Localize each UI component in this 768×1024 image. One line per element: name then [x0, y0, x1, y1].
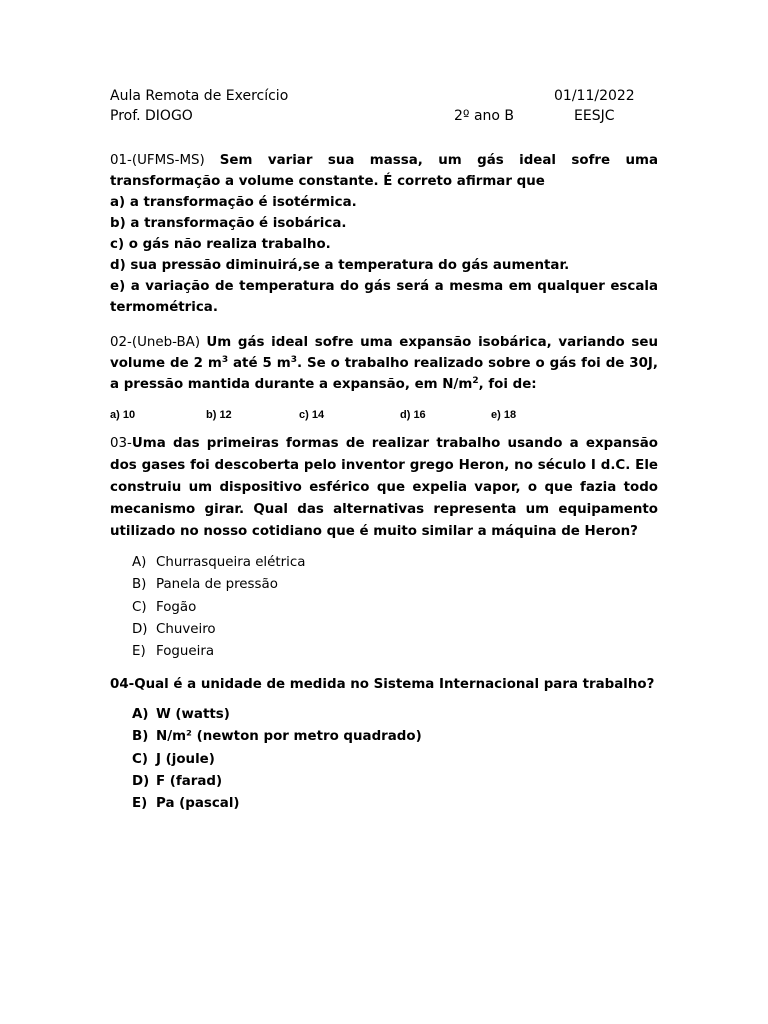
question-3-option-d [132, 619, 305, 641]
option-letter: C) [132, 599, 147, 615]
option-letter: E) [132, 644, 146, 660]
superscript-3: 3 [221, 355, 229, 365]
question-4-option-d [132, 771, 422, 793]
option-text: Fogão [156, 599, 197, 615]
question-2-text-part-d: , foi de: [478, 377, 537, 392]
option-text: N/m² (newton por metro quadrado) [156, 729, 422, 745]
document-date: 01/11/2022 [554, 88, 635, 104]
option-text: Churrasqueira elétrica [156, 555, 306, 570]
question-1-option-b: b) a transformação é isobárica. [110, 216, 347, 231]
question-3-option-b [132, 574, 305, 596]
question-1-option-a: a) a transformação é isotérmica. [110, 195, 357, 210]
question-1-option-d: d) sua pressão diminuirá,se a temperatura do gás aumentar. [110, 258, 570, 273]
option-text: F (farad) [156, 773, 223, 789]
question-1-option-c: c) o gás não realiza trabalho. [110, 237, 331, 252]
question-2-option-d: d) 16 [400, 409, 426, 421]
question-1-option-e: e) a variação de temperatura do gás será a mesma em qualquer escala termométrica. [110, 279, 658, 315]
question-4-option-c [132, 749, 422, 771]
option-letter: A) [132, 707, 149, 722]
school-name: EESJC [574, 108, 615, 124]
question-2-text-part-c: . Se o trabalho realizado sobre o gás foi de 30J, a pressão mantida durante a expansão, em N/m [110, 356, 658, 392]
option-text: W (watts) [156, 707, 230, 722]
question-4-option-b [132, 726, 422, 748]
question-2-option-b: b) 12 [206, 409, 232, 421]
option-text: Panela de pressão [156, 577, 278, 593]
question-4-option-a [132, 704, 422, 726]
question-2-number: 02-(Uneb-BA) [110, 335, 201, 350]
class-name: 2º ano B [454, 108, 515, 124]
option-letter: B) [132, 729, 149, 745]
option-letter: C) [132, 751, 148, 767]
option-letter: B) [132, 577, 147, 593]
question-3-option-e [132, 641, 305, 663]
teacher-name: Prof. DIOGO [110, 108, 193, 124]
question-1-number: 01-(UFMS-MS) [110, 153, 205, 168]
option-text: Pa (pascal) [156, 796, 240, 812]
option-letter: D) [132, 773, 150, 789]
question-2-option-a: a) 10 [110, 409, 136, 421]
question-2-option-c: c) 14 [299, 409, 325, 421]
question-1 [110, 150, 658, 318]
option-letter: D) [132, 621, 148, 637]
question-4-option-e [132, 793, 422, 815]
question-3-option-c [132, 597, 305, 619]
superscript-2: 2 [472, 376, 479, 386]
question-2-text-part-a: Um gás ideal sofre uma expansão isobárica, variando seu volume de 2 m [110, 335, 658, 371]
question-2-options [0, 409, 768, 425]
superscript-3: 3 [290, 355, 297, 365]
option-letter: E) [132, 796, 148, 812]
question-2 [110, 332, 658, 395]
question-1-text: Sem variar sua massa, um gás ideal sofre uma transformação a volume constante. É correto afirmar que [110, 153, 658, 189]
question-4-options [132, 704, 422, 815]
option-text: J (joule) [156, 751, 215, 767]
question-3-options [132, 552, 305, 663]
question-2-text-part-b: até 5 m [228, 356, 291, 371]
question-3-text: Uma das primeiras formas de realizar trabalho usando a expansão dos gases foi descoberta pelo inventor grego Heron, no século I d.C. Ele construiu um dispositivo esférico que expelia vapor, o que fazia todo mecanismo girar. Qual das alternativas representa um equipamento utilizado no nosso cotidiano que é muito similar a máquina de Heron? [110, 436, 658, 539]
option-letter: A) [132, 555, 147, 570]
question-1-statement [110, 150, 658, 192]
question-2-option-e: e) 18 [491, 409, 517, 421]
question-3 [110, 433, 658, 543]
document-title: Aula Remota de Exercício [110, 88, 289, 104]
option-text: Fogueira [156, 644, 215, 660]
question-3-number: 03- [110, 436, 132, 451]
question-3-option-a [132, 552, 305, 574]
question-4: 04-Qual é a unidade de medida no Sistema Internacional para trabalho? [110, 677, 655, 692]
option-text: Chuveiro [156, 621, 216, 637]
